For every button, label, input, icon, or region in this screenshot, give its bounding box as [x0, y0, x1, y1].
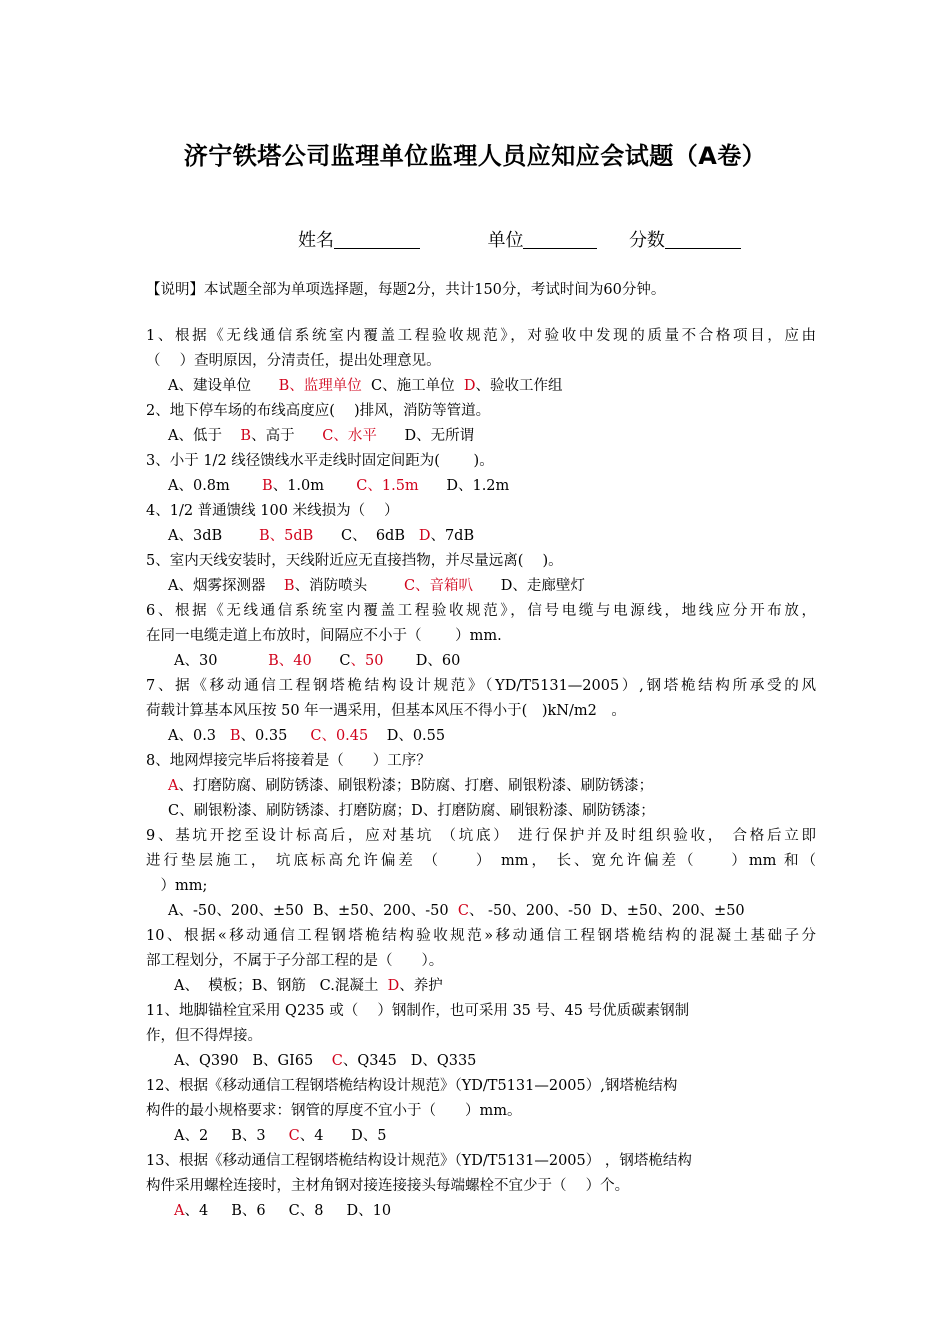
marked-answer-letter: B [229, 728, 241, 744]
question-text: 2、地下停车场的布线高度应( )排风，消防等管道。 [146, 403, 491, 419]
question-item [146, 499, 816, 549]
option-text: 、4 D、5 [299, 1128, 387, 1144]
name-label: 姓名 [298, 230, 334, 251]
option-text: A、 模板；B、钢筋 C.混凝土 [174, 978, 388, 994]
question-item [146, 549, 816, 599]
question-text: 8、地网焊接完毕后将接着是（ ）工序？ [146, 753, 431, 769]
unit-field [487, 226, 597, 252]
score-blank [665, 230, 741, 249]
question-text: 在同一电缆走道上布放时，间隔应不小于（ ）mm. [146, 628, 502, 644]
option-text: A、30 [174, 653, 269, 669]
question-item [146, 324, 816, 399]
marked-answer-letter: B、监理单位 [278, 378, 372, 394]
question-text: 构件采用螺栓连接时，主材角钢对接连接接头每端螺栓不宜少于（ ）个。 [146, 1178, 630, 1194]
question-item [146, 824, 816, 924]
option-text: A、0.8m [168, 478, 263, 494]
answer-options [146, 724, 816, 749]
option-text: D、60 [415, 653, 461, 669]
marked-answer-letter: C [457, 903, 469, 919]
marked-answer-letter: C、音箱叭 [403, 578, 501, 594]
marked-answer-letter: D [387, 978, 400, 994]
answer-options [146, 474, 816, 499]
question-item [146, 999, 816, 1074]
question-text: 9、基坑开挖至设计标高后，应对基坑 （坑底） 进行保护并及时组织验收， 合格后立即 [146, 828, 816, 844]
marked-answer-letter: C、0.45 [310, 728, 387, 744]
option-text: D、无所谓 [404, 428, 475, 444]
question-item [146, 449, 816, 499]
question-text: 12、根据《移动通信工程钢塔桅结构设计规范》（YD/T5131—2005）,钢塔桅结构 [146, 1078, 678, 1094]
answer-options [146, 374, 816, 399]
question-text: 进行垫层施工， 坑底标高允许偏差 （ ） mm， 长、宽允许偏差（ ）mm 和（ [146, 853, 816, 869]
question-item [146, 674, 816, 749]
question-text: ）mm; [146, 878, 208, 894]
question-text: 作，但不得焊接。 [146, 1028, 262, 1044]
answer-options [146, 649, 816, 674]
option-text: A、Q390 B、GI65 [174, 1053, 332, 1069]
marked-answer-letter: A [168, 778, 179, 794]
marked-answer-letter: C、1.5m [356, 478, 447, 494]
question-item [146, 599, 816, 674]
answer-options [146, 1049, 816, 1074]
question-item [146, 1149, 816, 1224]
question-text: 10、根据«移动通信工程钢塔桅结构验收规范»移动通信工程钢塔桅结构的混凝土基础子分 [146, 928, 816, 944]
option-text: A、2 B、3 [174, 1128, 289, 1144]
marked-answer-letter: D [463, 378, 476, 394]
option-text: A、-50、200、±50 B、±50、200、-50 [168, 903, 458, 919]
option-text: 、消防喷头 [294, 578, 404, 594]
marked-answer-letter: C、水平 [322, 428, 405, 444]
marked-answer-letter: 、50 [350, 653, 416, 669]
question-text: 部工程划分，不属于子分部工程的是（ ）。 [146, 953, 444, 969]
option-text: C [339, 653, 351, 669]
name-blank [334, 230, 420, 249]
marked-answer-letter: B、5dB [259, 528, 341, 544]
marked-answer-letter: B [240, 428, 252, 444]
marked-answer-letter: C [288, 1128, 300, 1144]
answer-options [146, 899, 816, 924]
question-text: 3、小于 1/2 线径馈线水平走线时固定间距为( )。 [146, 453, 494, 469]
question-text: 构件的最小规格要求：钢管的厚度不宜小于（ ）mm。 [146, 1103, 522, 1119]
answer-options [146, 774, 816, 799]
marked-answer-letter: C [331, 1053, 343, 1069]
option-text: C、施工单位 [371, 378, 464, 394]
answer-options [146, 524, 816, 549]
option-text: D、走廊壁灯 [500, 578, 585, 594]
score-label: 分数 [628, 230, 665, 251]
option-text: 、1.0m [272, 478, 357, 494]
question-text: 1、根据《无线通信系统室内覆盖工程验收规范》，对验收中发现的质量不合格项目，应由 [146, 328, 816, 344]
option-text: 、养护 [399, 978, 443, 994]
option-text: 、打磨防腐、刷防锈漆、刷银粉漆；B防腐、打磨、刷银粉漆、刷防锈漆； [178, 778, 654, 794]
question-list [146, 324, 816, 1224]
question-text: 5、室内天线安装时，天线附近应无直接挡物，并尽量远离( )。 [146, 553, 563, 569]
option-text: 、 -50、200、-50 D、±50、200、±50 [468, 903, 745, 919]
option-text: 、验收工作组 [475, 378, 563, 394]
option-text: 、4 B、6 C、8 D、10 [184, 1203, 392, 1219]
question-item [146, 749, 816, 824]
marked-answer-letter: B、40 [268, 653, 340, 669]
page-title: 济宁铁塔公司监理单位监理人员应知应会试题（A卷） [183, 142, 767, 170]
option-text: 、Q345 D、Q335 [342, 1053, 477, 1069]
option-text: A、低于 [168, 428, 241, 444]
question-text: 13、根据《移动通信工程钢塔桅结构设计规范》（YD/T5131—2005） ，钢塔桅结构 [146, 1153, 692, 1169]
option-text: D、0.55 [386, 728, 446, 744]
answer-options [146, 974, 816, 999]
instructions-note: 【说明】本试题全部为单项选择题，每题2分，共计150分，考试时间为60分钟。 [146, 282, 666, 298]
marked-answer-letter: B [283, 578, 295, 594]
question-item [146, 1074, 816, 1149]
header-fields [298, 226, 741, 252]
answer-options [146, 1124, 816, 1149]
question-text: 4、1/2 普通馈线 100 米线损为（ ） [146, 503, 399, 519]
question-item [146, 399, 816, 449]
marked-answer-letter: D [418, 528, 431, 544]
question-item [146, 924, 816, 999]
option-text: 、高于 [251, 428, 323, 444]
option-text: 、7dB [430, 528, 475, 544]
unit-label: 单位 [487, 230, 524, 251]
question-text: 6、根据《无线通信系统室内覆盖工程验收规范》，信号电缆与电源线，地线应分开布放， [146, 603, 816, 619]
option-text: 、0.35 [240, 728, 311, 744]
unit-blank [523, 230, 597, 249]
answer-options: C、刷银粉漆、刷防锈漆、打磨防腐；D、打磨防腐、刷银粉漆、刷防锈漆； [168, 803, 655, 819]
answer-options [146, 1199, 816, 1224]
answer-options [146, 574, 816, 599]
option-text: A、0.3 [168, 728, 230, 744]
marked-answer-letter: B [262, 478, 273, 494]
question-text: 11、地脚锚栓宜采用 Q235 或（ ）钢制作，也可采用 35 号、45 号优质碳素钢制 [146, 1003, 690, 1019]
option-text: A、建设单位 [168, 378, 279, 394]
marked-answer-letter: A [174, 1203, 185, 1219]
option-text: C、 6dB [341, 528, 419, 544]
question-text: 7、据《移动通信工程钢塔桅结构设计规范》（YD/T5131—2005）,钢塔桅结构所承受的风 [146, 678, 816, 694]
option-text: D、1.2m [446, 478, 510, 494]
score-field [629, 226, 741, 252]
question-text: （ ）查明原因，分清责任，提出处理意见。 [146, 353, 441, 369]
answer-options [146, 424, 816, 449]
option-text: A、3dB [168, 528, 260, 544]
question-text: 荷载计算基本风压按 50 年一遇采用，但基本风压不得小于( )kN/m2 。 [146, 703, 626, 719]
option-text: A、烟雾探测器 [168, 578, 284, 594]
name-field [298, 226, 420, 252]
